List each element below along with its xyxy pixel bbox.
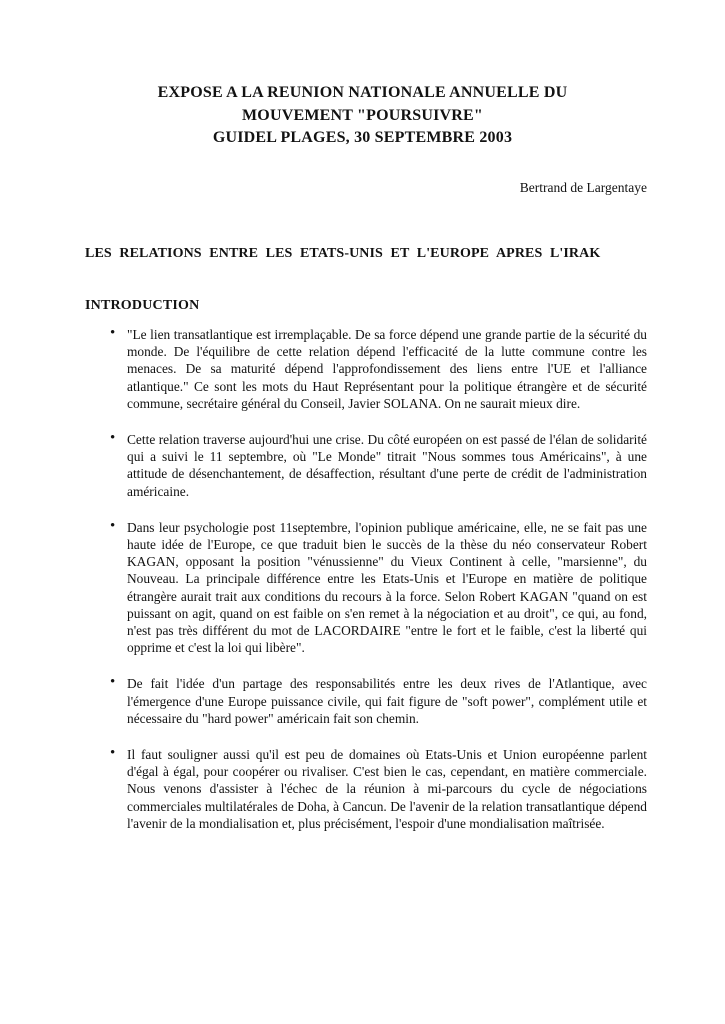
bullet-paragraph-kagan: • Dans leur psychologie post 11septembre, l'opinion publique américaine, elle, ne se fait pas une haute idée de l'Europe, ce que traduit bien le succès de la thèse du néo conservateur Robert KAGAN, opposant la position "vénussienne" du Vieux Continent à celle, "marsienne", du Nouveau. La principale différence entre les Etats-Unis et l'Europe en matière de politique étrangère aurait trait aux conditions du recours à la force. Selon Robert KAGAN "quand on est puissant on agit, quand on est faible on s'en remet à la négociation et au droit", ce qui, au fond, n'est pas très différent du mot de LACORDAIRE "entre le fort et le faible, c'est la liberté qui opprime et c'est la loi qui libère".	[110, 519, 647, 657]
section-heading-introduction: INTRODUCTION	[85, 298, 200, 313]
bullet-paragraph-commerce: • Il faut souligner aussi qu'il est peu de domaines où Etats-Unis et Union européenne parlent d'égal à égal, pour coopérer ou rivaliser. C'est bien le cas, cependant, en matière commerciale. Nous venons d'assister à l'échec de la réunion à mi-parcours du cycle de négociations commerciales multilatérales de Doha, à Cancun. De l'avenir de la relation transatlantique dépend l'avenir de la mondialisation et, plus précisément, l'espoir d'une mondialisation maîtrisée.	[110, 746, 647, 832]
main-heading: LES RELATIONS ENTRE LES ETATS-UNIS ET L'EUROPE APRES L'IRAK	[85, 246, 601, 261]
introduction-bullet-list	[110, 326, 647, 851]
bullet-paragraph-soft-power: • De fait l'idée d'un partage des responsabilités entre les deux rives de l'Atlantique, avec l'émergence d'une Europe puissance civile, qui fait figure de "soft power", complément utile et nécessaire du "hard power" américain fait son chemin.	[110, 675, 647, 727]
document-title	[0, 82, 725, 150]
title-line-3: GUIDEL PLAGES, 30 SEPTEMBRE 2003	[212, 129, 513, 146]
title-line-2: MOUVEMENT "POURSUIVRE"	[242, 106, 483, 124]
bullet-paragraph-crise: • Cette relation traverse aujourd'hui une crise. Du côté européen on est passé de l'élan de solidarité qui a suivi le 11 septembre, où "Le Monde" titrait "Nous sommes tous Américains", à une attitude de désenchantement, de désaffection, résultant d'une perte de crédit de l'administration américaine.	[110, 431, 647, 500]
author-name: Bertrand de Largentaye	[519, 180, 647, 195]
bullet-paragraph-solana-quote: • "Le lien transatlantique est irremplaçable. De sa force dépend une grande partie de la sécurité du monde. De l'équilibre de cette relation dépend l'efficacité de la lutte commune contre les menaces. De sa maturité dépend l'approfondissement des liens entre l'UE et l'alliance atlantique." Ce sont les mots du Haut Représentant pour la politique étrangère et de sécurité commune, secrétaire général du Conseil, Javier SOLANA. On ne saurait mieux dire.	[110, 326, 647, 412]
title-line-1: EXPOSE A LA REUNION NATIONALE ANNUELLE DU	[157, 84, 568, 101]
